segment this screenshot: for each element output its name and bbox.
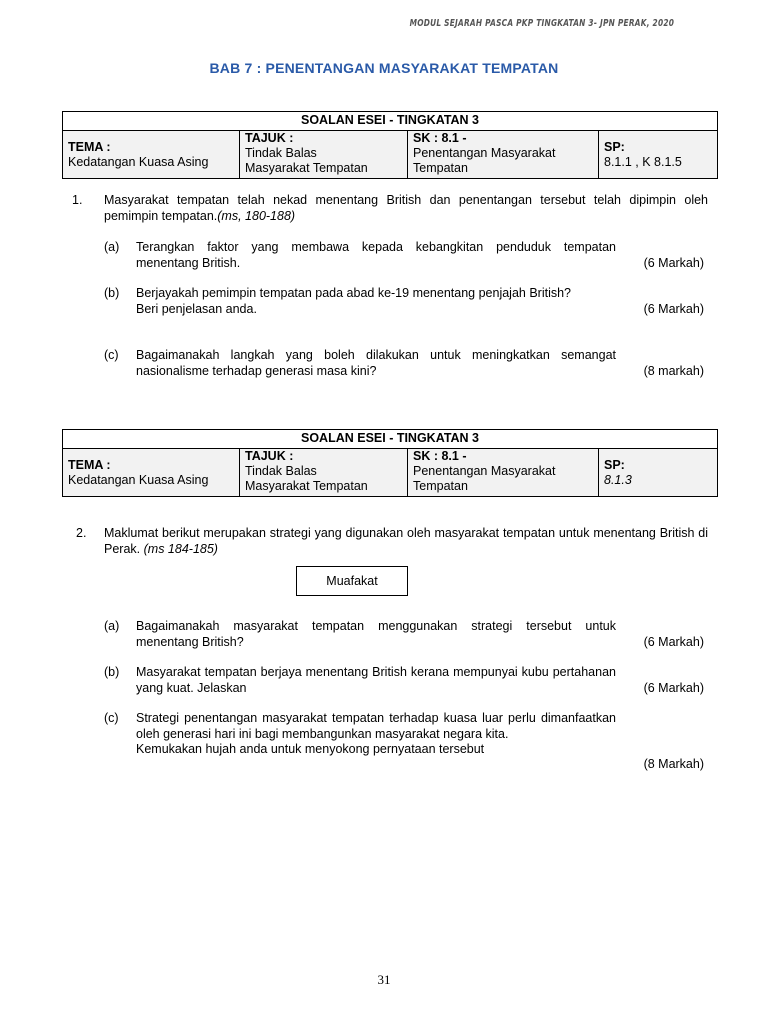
part-letter: (a) <box>104 240 120 254</box>
question-text <box>104 193 708 224</box>
part-letter: (b) <box>104 665 120 679</box>
chapter-title: BAB 7 : PENENTANGAN MASYARAKAT TEMPATAN <box>209 60 559 76</box>
part-text-block <box>136 286 616 317</box>
question-number: 2. <box>76 526 87 540</box>
tajuk-line-2: Masyarakat Tempatan <box>245 479 368 493</box>
part-text: Strategi penentangan masyarakat tempatan terhadap kuasa luar perlu dimanfaatkan oleh generasi hari ini bagi membangunkan masyarakat negara kita. <box>136 711 616 741</box>
table-heading: SOALAN ESEI - TINGKATAN 3 <box>63 112 718 131</box>
sk-line-2: Tempatan <box>413 479 468 493</box>
question-text <box>104 526 708 557</box>
info-table-2 <box>62 429 718 497</box>
sp-cell <box>599 131 718 179</box>
tema-label: TEMA : <box>68 457 111 472</box>
part-text: Berjayakah pemimpin tempatan pada abad ke-19 menentang penjajah British? <box>136 286 572 300</box>
part-marks: (6 Markah) <box>643 256 704 270</box>
tajuk-cell <box>240 449 408 497</box>
question-number: 1. <box>72 193 83 207</box>
sk-cell <box>408 449 599 497</box>
strategy-box: Muafakat <box>296 566 408 596</box>
part-letter: (a) <box>104 619 120 633</box>
tajuk-label: TAJUK : <box>245 131 294 145</box>
sk-label: SK : 8.1 - <box>413 131 467 145</box>
part-letter: (b) <box>104 286 120 300</box>
part-text: Bagaimanakah langkah yang boleh dilakukan untuk meningkatkan semangat nasionalisme terhadap generasi masa kini? <box>136 348 616 378</box>
info-table-1 <box>62 111 718 179</box>
sp-label: SP: <box>604 457 625 472</box>
question-stem: Maklumat berikut merupakan strategi yang digunakan oleh masyarakat tempatan untuk menentang British di Perak. <box>104 526 708 556</box>
sp-cell <box>599 449 718 497</box>
tema-cell <box>63 131 240 179</box>
page-reference: (ms 184-185) <box>143 541 218 556</box>
tajuk-line-2: Masyarakat Tempatan <box>245 161 368 175</box>
tajuk-line-1: Tindak Balas <box>245 146 317 160</box>
sk-line-1: Penentangan Masyarakat <box>413 146 556 160</box>
part-text: Bagaimanakah masyarakat tempatan menggunakan strategi tersebut untuk menentang British? <box>136 619 616 649</box>
tajuk-line-1: Tindak Balas <box>245 464 317 478</box>
tema-cell <box>63 449 240 497</box>
tema-value: Kedatangan Kuasa Asing <box>68 472 209 487</box>
part-letter: (c) <box>104 711 119 725</box>
sk-label: SK : 8.1 - <box>413 449 467 463</box>
tajuk-label: TAJUK : <box>245 449 294 463</box>
sk-line-2: Tempatan <box>413 161 468 175</box>
part-letter: (c) <box>104 348 119 362</box>
part-marks: (8 Markah) <box>643 757 704 771</box>
part-marks: (8 markah) <box>643 364 704 378</box>
sk-line-1: Penentangan Masyarakat <box>413 464 556 478</box>
part-marks: (6 Markah) <box>643 302 704 316</box>
part-marks: (6 Markah) <box>643 681 704 695</box>
tajuk-cell <box>240 131 408 179</box>
question-stem: Masyarakat tempatan telah nekad menentang British dan penentangan tersebut telah dipimpin oleh pemimpin tempatan. <box>104 193 708 223</box>
part-text: Masyarakat tempatan berjaya menentang British kerana mempunyai kubu pertahanan yang kuat. Jelaskan <box>136 665 616 695</box>
tema-value: Kedatangan Kuasa Asing <box>68 154 209 169</box>
part-marks: (6 Markah) <box>643 635 704 649</box>
table-heading: SOALAN ESEI - TINGKATAN 3 <box>63 430 718 449</box>
sp-value: 8.1.3 <box>604 472 632 487</box>
part-text-2: Beri penjelasan anda. <box>136 301 257 316</box>
sp-label: SP: <box>604 139 625 154</box>
tema-label: TEMA : <box>68 139 111 154</box>
part-text-2: Kemukakan hujah anda untuk menyokong pernyataan tersebut <box>136 742 485 756</box>
page-reference: (ms, 180-188) <box>217 208 296 223</box>
sk-cell <box>408 131 599 179</box>
sp-value: 8.1.1 , K 8.1.5 <box>604 154 682 169</box>
part-text: Terangkan faktor yang membawa kepada kebangkitan penduduk tempatan menentang British. <box>136 240 616 270</box>
page-number: 31 <box>377 972 391 987</box>
part-text-block <box>136 711 616 758</box>
module-header-note: MODUL SEJARAH PASCA PKP TINGKATAN 3- JPN PERAK, 2020 <box>409 18 674 29</box>
